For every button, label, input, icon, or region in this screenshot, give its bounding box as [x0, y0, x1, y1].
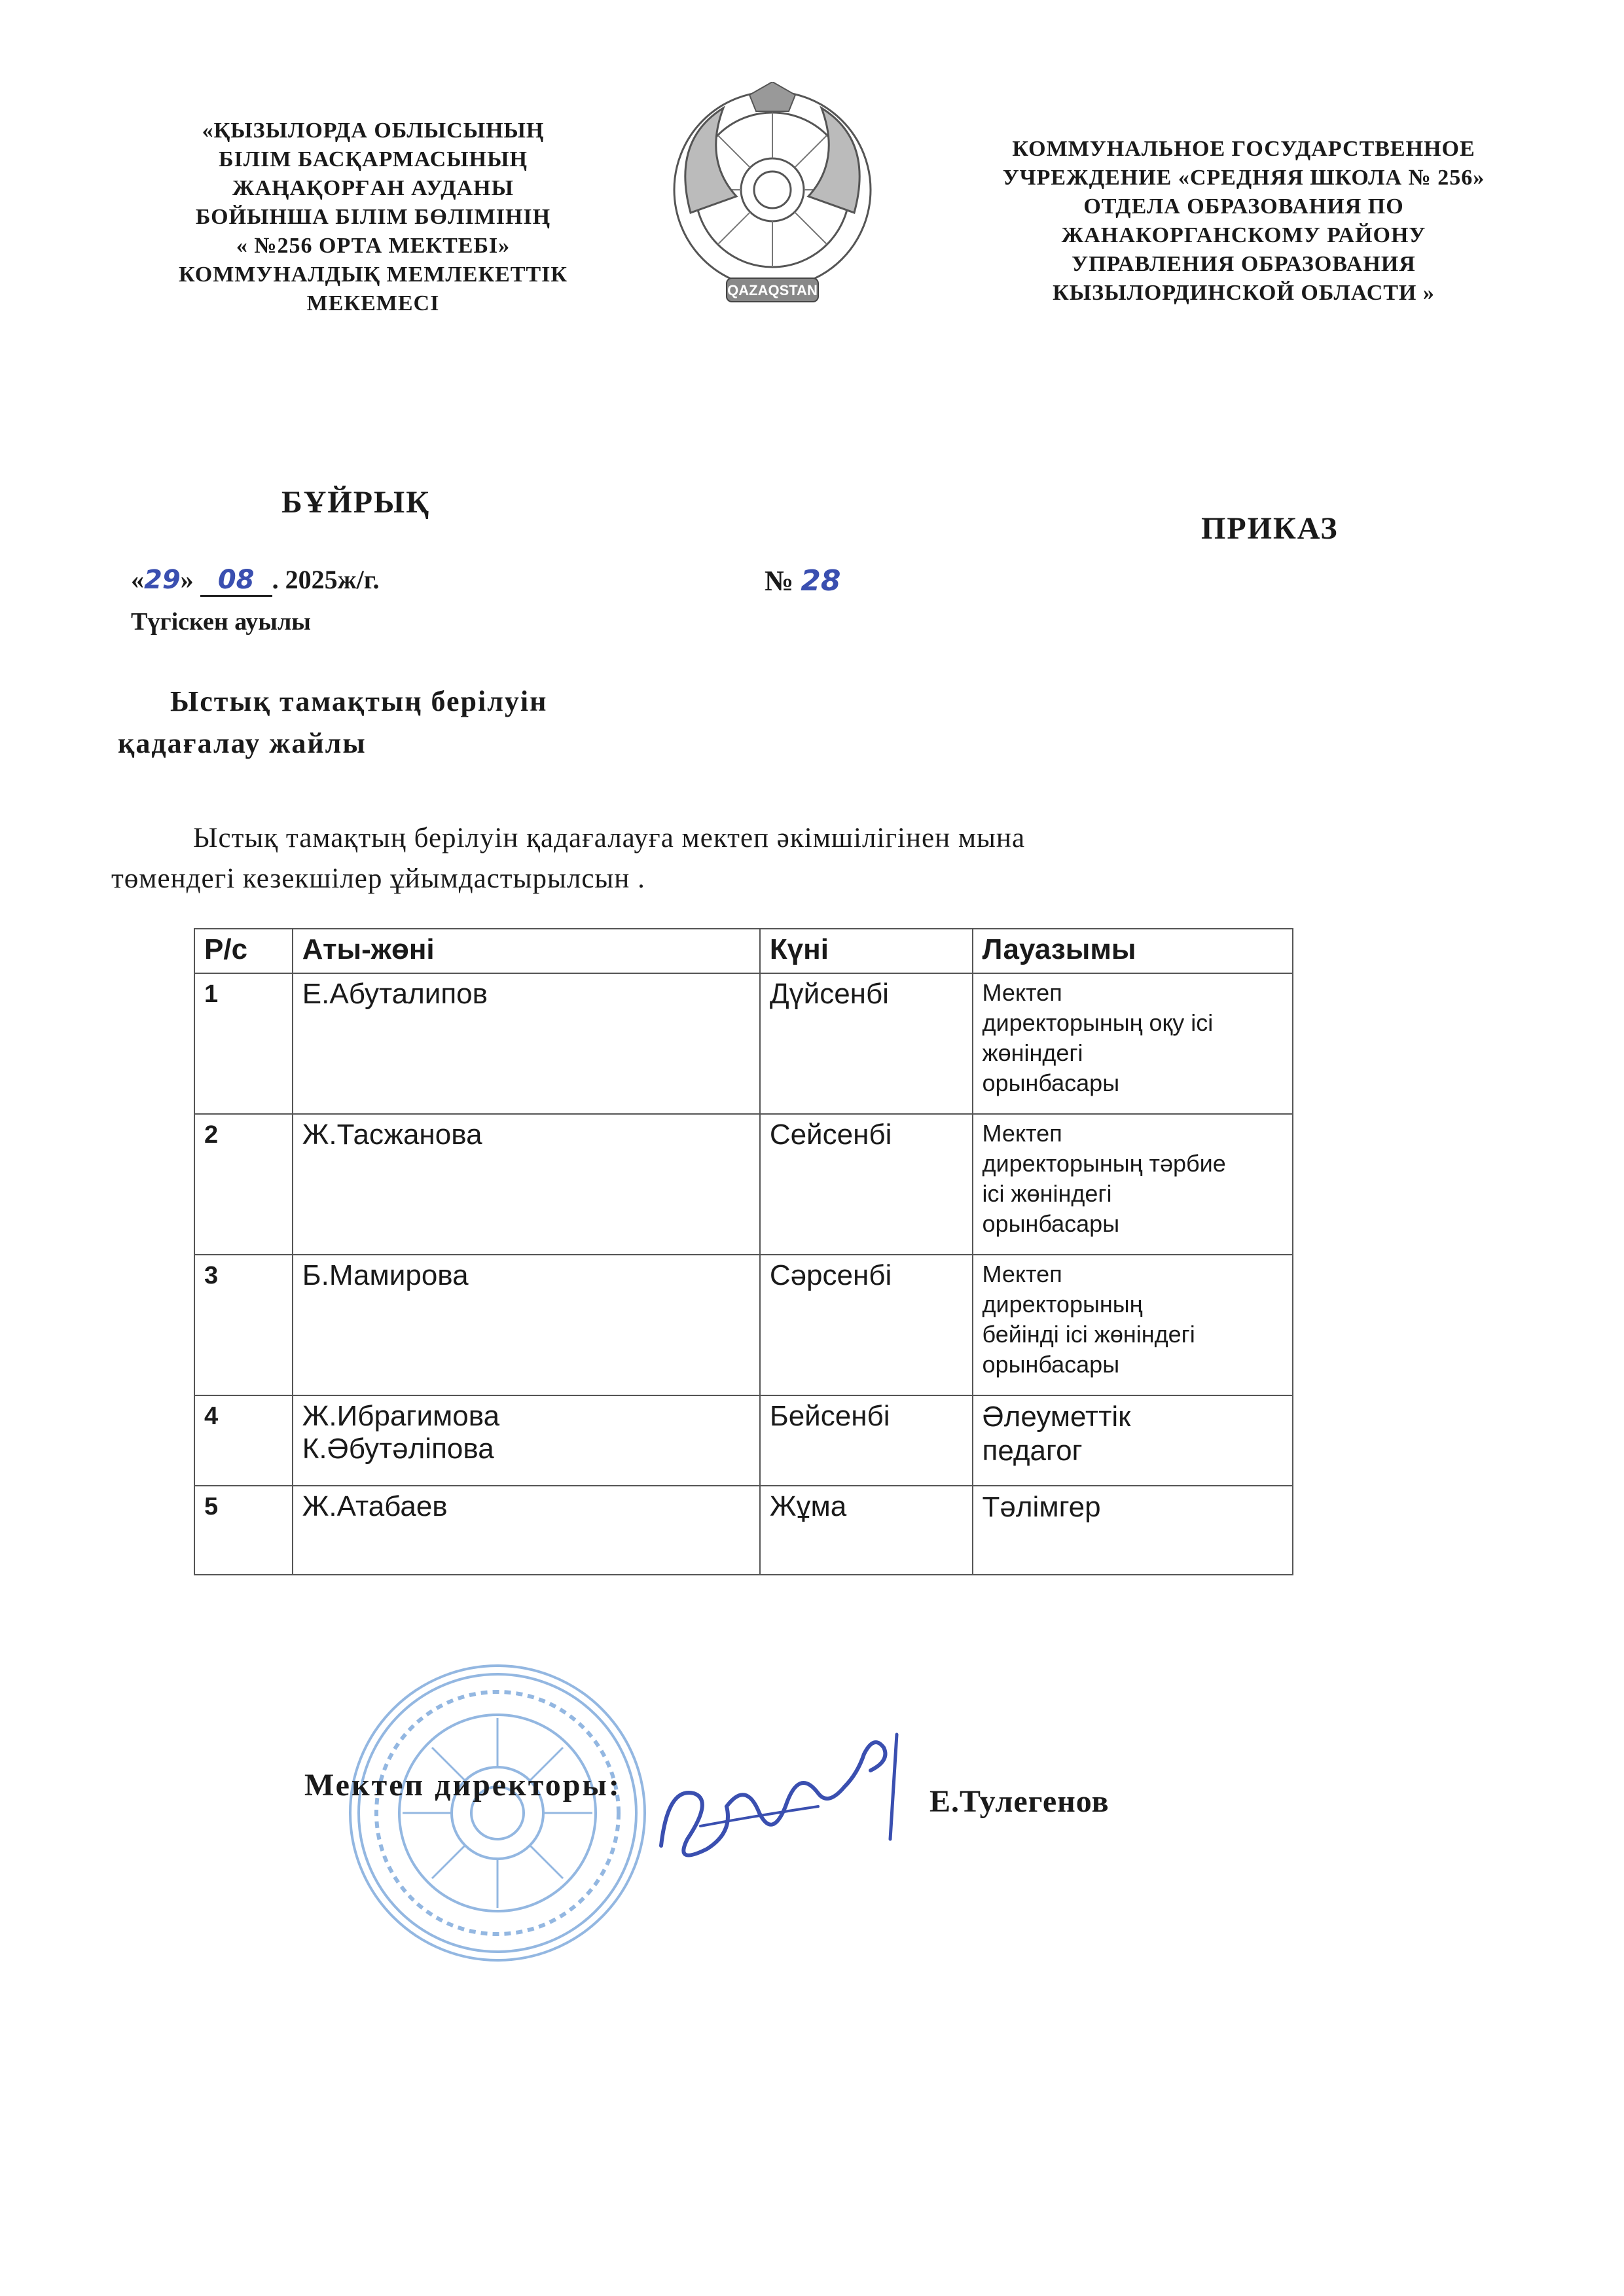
column-header-number: Р/с: [194, 929, 293, 973]
date-day: 29: [144, 565, 181, 595]
header-left-line: « №256 ОРТА МЕКТЕБІ»: [236, 234, 511, 258]
intro-line: Ыстық тамақтың берілуін қадағалауға мектеп әкімшілігінен мына: [193, 823, 1026, 853]
row-position: [973, 1114, 1293, 1255]
subject-line: Ыстық тамақтың берілуін: [170, 685, 548, 717]
intro-line: төмендегі кезекшілер ұйымдастырылсын .: [111, 863, 645, 894]
row-day: Жұма: [760, 1486, 973, 1575]
director-name: Е.Тулегенов: [929, 1784, 1110, 1819]
name-line: Ж.Ибрагимова: [302, 1400, 500, 1432]
column-header-day: Күні: [760, 929, 973, 973]
order-subject: [118, 681, 547, 764]
row-day: Бейсенбі: [760, 1395, 973, 1486]
row-position: [973, 973, 1293, 1114]
emblem-text: QAZAQSTAN: [727, 282, 818, 298]
row-name: [293, 973, 760, 1114]
director-label: Мектеп директоры:: [304, 1768, 621, 1803]
row-number: 1: [194, 973, 293, 1114]
order-number: [765, 564, 840, 598]
duty-schedule-table: [194, 928, 1293, 1575]
row-name: [293, 1255, 760, 1395]
position-line: директорының: [982, 1291, 1143, 1318]
number-label: №: [765, 565, 794, 597]
header-left-line: ЖАҢАҚОРҒАН АУДАНЫ: [232, 176, 514, 200]
position-line: директорының тәрбие: [982, 1150, 1226, 1177]
table-row: [194, 1395, 1293, 1486]
title-kazakh: БҰЙРЫҚ: [281, 485, 430, 520]
position-line: Мектеп: [982, 1120, 1062, 1147]
table-row: [194, 1486, 1293, 1575]
position-line: орынбасары: [982, 1351, 1120, 1378]
row-name: [293, 1395, 760, 1486]
header-russian: [943, 135, 1545, 308]
header-left-line: КОММУНАЛДЫҚ МЕМЛЕКЕТТІК: [178, 262, 568, 287]
name-line: К.Әбутәліпова: [302, 1433, 494, 1465]
table-header-row: [194, 929, 1293, 973]
row-number: 3: [194, 1255, 293, 1395]
state-emblem-icon: [664, 82, 880, 324]
header-right-line: ОТДЕЛА ОБРАЗОВАНИЯ ПО: [1083, 194, 1404, 219]
row-number: 5: [194, 1486, 293, 1575]
row-position: [973, 1395, 1293, 1486]
header-kazakh: [118, 117, 628, 318]
school-seal-icon: [344, 1659, 651, 1967]
row-position: [973, 1255, 1293, 1395]
number-value: 28: [801, 564, 841, 598]
position-line: орынбасары: [982, 1210, 1120, 1237]
column-header-position: Лауазымы: [973, 929, 1293, 973]
table-row: [194, 973, 1293, 1114]
position-line: Мектеп: [982, 1261, 1062, 1287]
name-line: Е.Абуталипов: [302, 978, 488, 1010]
header-left-line: МЕКЕМЕСІ: [306, 291, 440, 315]
header-right-line: ЖАНАКОРГАНСКОМУ РАЙОНУ: [1061, 223, 1426, 247]
header-right-line: КОММУНАЛЬНОЕ ГОСУДАРСТВЕННОЕ: [1012, 137, 1475, 161]
name-line: Ж.Атабаев: [302, 1490, 448, 1522]
row-day: Сәрсенбі: [760, 1255, 973, 1395]
position-line: Мектеп: [982, 979, 1062, 1006]
date-month: 08: [217, 565, 255, 595]
title-russian: ПРИКАЗ: [1201, 511, 1339, 546]
table-row: [194, 1255, 1293, 1395]
date-open-quote: «: [131, 565, 144, 594]
table-row: [194, 1114, 1293, 1255]
date-close-quote: »: [180, 565, 194, 594]
position-line: директорының оқу ісі: [982, 1009, 1214, 1036]
row-name: [293, 1114, 760, 1255]
header-right-line: КЫЗЫЛОРДИНСКОЙ ОБЛАСТИ »: [1053, 281, 1435, 305]
village-name: Түгіскен ауылы: [131, 608, 311, 636]
column-header-name: Аты-жөні: [293, 929, 760, 973]
position-line: Тәлімгер: [982, 1491, 1101, 1523]
header-right-line: УЧРЕЖДЕНИЕ «СРЕДНЯЯ ШКОЛА № 256»: [1002, 166, 1485, 190]
row-number: 4: [194, 1395, 293, 1486]
position-line: педагог: [982, 1435, 1083, 1467]
header-left-line: БОЙЫНША БІЛІМ БӨЛІМІНІҢ: [195, 205, 551, 229]
row-day: Сейсенбі: [760, 1114, 973, 1255]
row-number: 2: [194, 1114, 293, 1255]
position-line: орынбасары: [982, 1069, 1120, 1096]
row-name: [293, 1486, 760, 1575]
name-line: Ж.Тасжанова: [302, 1119, 482, 1151]
order-date: [131, 564, 379, 597]
position-line: ісі жөніндегі: [982, 1180, 1112, 1207]
name-line: Б.Мамирова: [302, 1259, 469, 1291]
subject-line: қадағалау жайлы: [118, 727, 367, 759]
position-line: Әлеуметтік: [982, 1401, 1131, 1433]
header-right-line: УПРАВЛЕНИЯ ОБРАЗОВАНИЯ: [1072, 252, 1416, 276]
header-left-line: «ҚЫЗЫЛОРДА ОБЛЫСЫНЫҢ: [202, 118, 545, 143]
header-left-line: БІЛІМ БАСҚАРМАСЫНЫҢ: [219, 147, 528, 171]
position-line: жөніндегі: [982, 1039, 1083, 1066]
date-year: . 2025ж/г.: [272, 565, 380, 594]
row-position: [973, 1486, 1293, 1575]
director-signature-icon: [648, 1708, 923, 1892]
intro-paragraph: [111, 818, 1355, 899]
row-day: Дүйсенбі: [760, 973, 973, 1114]
position-line: бейінді ісі жөніндегі: [982, 1321, 1195, 1348]
